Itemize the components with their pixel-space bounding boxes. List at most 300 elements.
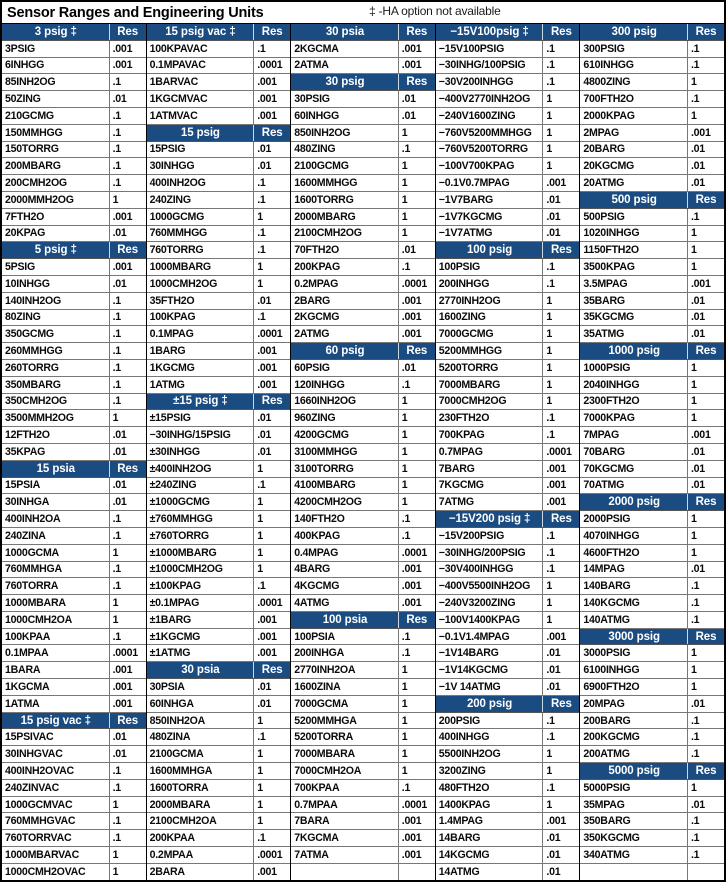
range-cell: 5500INH2OG: [436, 746, 544, 762]
res-cell: 1: [546, 395, 553, 408]
res-cell: 1: [401, 395, 408, 408]
table-row: [291, 41, 435, 58]
range-cell: 0.2MPAG: [291, 276, 399, 292]
range-cell: ±240ZING: [147, 478, 255, 494]
range-cell: 15PSIA: [2, 478, 110, 494]
table-row: [580, 360, 724, 377]
table-row: [2, 662, 146, 679]
res-cell: 1: [401, 227, 408, 240]
res-cell: 1: [690, 378, 697, 391]
table-row: [2, 125, 146, 142]
range-cell: 3PSIG: [2, 41, 110, 57]
range-cell: 1000MBARVAC: [2, 847, 110, 863]
table-row: [2, 394, 146, 411]
res-cell: .001: [690, 429, 711, 442]
res-cell: 1: [401, 496, 408, 509]
res-cell: .0001: [257, 596, 283, 609]
table-row: [436, 629, 580, 646]
range-cell: −1V7KGCMG: [436, 209, 544, 225]
range-cell: 960ZING: [291, 410, 399, 426]
range-cell: 2100GCMG: [291, 158, 399, 174]
res-cell: .01: [112, 277, 127, 290]
range-cell: 14ATMG: [436, 864, 544, 880]
table-row: [2, 343, 146, 360]
table-row: [147, 410, 291, 427]
table-row: [147, 41, 291, 58]
table-row: [2, 763, 146, 780]
res-cell: .1: [546, 781, 555, 794]
section-header-row: [436, 24, 580, 41]
range-cell: 20BARG: [580, 142, 688, 158]
table-row: [580, 276, 724, 293]
res-cell: .1: [401, 261, 411, 274]
range-cell: −0.1V1.4MPAG: [436, 629, 544, 645]
range-cell: 1.4MPAG: [436, 813, 544, 829]
res-cell: .1: [401, 378, 411, 391]
table-row: [2, 847, 146, 864]
range-cell: 30INHGA: [2, 494, 110, 510]
range-cell: 1600MMHGA: [147, 763, 255, 779]
table-row: [147, 377, 291, 394]
res-cell: .001: [112, 261, 133, 274]
res-cell: .1: [112, 109, 121, 122]
res-header-label: Res: [406, 25, 428, 38]
section-header-row: [580, 24, 724, 41]
range-cell: 5200MMHGA: [291, 713, 399, 729]
range-cell: 1600ZINA: [291, 679, 399, 695]
table-row: [147, 326, 291, 343]
table-row: [291, 142, 435, 159]
range-cell: 480ZINA: [147, 729, 255, 745]
range-cell: 5200TORRA: [291, 729, 399, 745]
table-row: [580, 645, 724, 662]
range-cell: 4200GCMG: [291, 427, 399, 443]
res-cell: 1: [546, 378, 553, 391]
range-cell: 20KPAG: [2, 226, 110, 242]
table-row: [436, 545, 580, 562]
range-cell: 4KGCMG: [291, 578, 399, 594]
res-cell: .001: [546, 177, 566, 190]
res-cell: .01: [690, 697, 705, 710]
table-row: [2, 444, 146, 461]
table-row: [2, 410, 146, 427]
res-cell: .1: [112, 529, 121, 542]
res-cell: .01: [690, 445, 705, 458]
range-cell: −400V2770INH2OG: [436, 91, 544, 107]
res-cell: 1: [690, 546, 697, 559]
res-cell: 1: [401, 210, 408, 223]
section-header-row: [436, 242, 580, 259]
res-cell: .001: [257, 361, 277, 374]
range-cell: 70KGCMG: [580, 461, 688, 477]
range-cell: 1000GCMVAC: [2, 797, 110, 813]
section-header-label: 100 psia: [291, 612, 399, 628]
table-row: [436, 444, 580, 461]
res-header-label: Res: [695, 764, 717, 777]
res-cell: .1: [690, 42, 700, 55]
range-column-3: [290, 24, 435, 880]
range-cell: 2770INH2OA: [291, 662, 399, 678]
res-cell: .1: [112, 294, 121, 307]
res-cell: .01: [257, 429, 272, 442]
table-row: [580, 108, 724, 125]
range-cell: 1000MBARG: [147, 259, 255, 275]
range-cell: 400INH2OA: [2, 511, 110, 527]
table-row: [147, 444, 291, 461]
res-cell: 1: [257, 529, 263, 542]
range-cell: 5000PSIG: [580, 780, 688, 796]
section-header-row: [147, 662, 291, 679]
res-cell: .001: [546, 479, 566, 492]
res-cell: 1: [546, 345, 553, 358]
table-row: [147, 293, 291, 310]
res-cell: .01: [112, 93, 127, 106]
section-header-label: −15V100psig ‡: [436, 24, 544, 40]
table-row: [580, 175, 724, 192]
res-cell: .001: [546, 815, 566, 828]
table-row: [291, 209, 435, 226]
range-cell: 340ATMG: [580, 847, 688, 863]
range-cell: 0.2MPAA: [147, 847, 255, 863]
range-cell: ±1000CMH2OG: [147, 562, 255, 578]
res-cell: 1: [690, 227, 697, 240]
table-row: [436, 58, 580, 75]
table-row: [580, 226, 724, 243]
table-row: [291, 780, 435, 797]
range-cell: 35BARG: [580, 293, 688, 309]
range-cell: 3100MMHGG: [291, 444, 399, 460]
table-row: [291, 158, 435, 175]
res-cell: 1: [546, 93, 553, 106]
range-cell: 7ATMA: [291, 847, 399, 863]
table-row: [147, 108, 291, 125]
res-header-label: Res: [695, 345, 717, 358]
res-header-label: Res: [261, 25, 283, 38]
res-header-label: Res: [406, 613, 428, 626]
res-cell: .1: [401, 630, 411, 643]
section-header-label: 1000 psig: [580, 343, 688, 359]
res-cell: .1: [546, 429, 555, 442]
res-header-label: Res: [550, 513, 572, 525]
res-cell: .01: [546, 210, 561, 223]
range-cell: 2MPAG: [580, 125, 688, 141]
table-row: [2, 511, 146, 528]
res-cell: .001: [546, 496, 566, 509]
table-row: [291, 444, 435, 461]
range-cell: 350KGCMG: [580, 830, 688, 846]
range-cell: −15V100PSIG: [436, 41, 544, 57]
table-row: [147, 242, 291, 259]
range-column-2: [146, 24, 291, 880]
range-cell: 700KPAG: [436, 427, 544, 443]
range-cell: −400V5500INH2OG: [436, 578, 544, 594]
res-cell: .01: [257, 160, 272, 173]
table-row: [436, 175, 580, 192]
range-cell: −240V1600ZING: [436, 108, 544, 124]
table-row: [436, 259, 580, 276]
res-cell: .001: [546, 630, 566, 643]
range-cell: −1V7BARG: [436, 192, 544, 208]
res-cell: .0001: [401, 546, 428, 559]
res-cell: .0001: [401, 798, 428, 811]
section-header-row: [580, 343, 724, 360]
range-cell: 1600TORRA: [147, 780, 255, 796]
section-header-row: [2, 713, 146, 730]
range-cell: 5PSIG: [2, 259, 110, 275]
res-cell: 1: [257, 546, 263, 559]
range-cell: 480ZING: [291, 142, 399, 158]
range-cell: 2770INH2OG: [436, 293, 544, 309]
res-cell: 1: [112, 412, 119, 425]
range-cell: −1V7ATMG: [436, 226, 544, 242]
range-cell: 850INH2OG: [291, 125, 399, 141]
table-row: [291, 545, 435, 562]
table-row: [2, 360, 146, 377]
table-row: [2, 310, 146, 327]
range-cell: −100V1400KPAG: [436, 612, 544, 628]
res-cell: .1: [257, 731, 266, 744]
table-row: [147, 343, 291, 360]
res-cell: .1: [257, 244, 266, 257]
res-cell: 1: [401, 193, 408, 206]
table-row: [291, 91, 435, 108]
range-cell: 30PSIA: [147, 679, 255, 695]
res-cell: .001: [112, 680, 133, 693]
table-row: [2, 91, 146, 108]
range-cell: 0.1MPAA: [2, 645, 110, 661]
range-cell: −30INHG/15PSIG: [147, 427, 255, 443]
table-row: [580, 158, 724, 175]
table-row: [291, 629, 435, 646]
table-row: [147, 461, 291, 478]
range-cell: −30INHG/200PSIG: [436, 545, 544, 561]
table-row: [147, 310, 291, 327]
range-cell: 7MPAG: [580, 427, 688, 443]
res-cell: .001: [257, 865, 277, 878]
range-cell: 7KGCMA: [291, 830, 399, 846]
range-cell: 7000GCMG: [436, 326, 544, 342]
res-cell: .01: [401, 109, 416, 122]
res-cell: 1: [690, 647, 697, 660]
table-row: [436, 91, 580, 108]
res-cell: 1: [401, 160, 408, 173]
table-row: [2, 797, 146, 814]
res-cell: .0001: [401, 277, 428, 290]
section-header-label: 3000 psig: [580, 629, 688, 645]
table-row: [436, 41, 580, 58]
table-row: [580, 797, 724, 814]
table-row: [291, 360, 435, 377]
section-header-row: [147, 24, 291, 41]
range-cell: 850INH2OA: [147, 713, 255, 729]
footnote-ha-option: ‡ -HA option not available: [369, 4, 501, 18]
res-cell: .1: [112, 395, 121, 408]
table-row: [147, 360, 291, 377]
range-cell: ±15PSIG: [147, 410, 255, 426]
range-cell: 1KGCMG: [147, 360, 255, 376]
res-cell: .1: [546, 529, 555, 542]
range-cell: 350GCMG: [2, 326, 110, 342]
res-cell: .1: [112, 76, 121, 89]
range-cell: 760TORRG: [147, 242, 255, 258]
res-header-label: Res: [261, 126, 283, 139]
range-cell: 350CMH2OG: [2, 394, 110, 410]
res-cell: .01: [401, 361, 416, 374]
res-cell: .1: [112, 361, 121, 374]
table-row: [2, 813, 146, 830]
table-row: [580, 125, 724, 142]
res-cell: .1: [690, 613, 700, 626]
table-row: [291, 326, 435, 343]
res-header-label: Res: [550, 697, 572, 710]
range-cell: −1V 14ATMG: [436, 679, 544, 695]
range-cell: 14MPAG: [580, 562, 688, 578]
range-cell: 60INHGG: [291, 108, 399, 124]
section-header-row: [291, 74, 435, 91]
range-cell: 0.4MPAG: [291, 545, 399, 561]
table-row: [291, 461, 435, 478]
res-cell: .1: [546, 563, 555, 576]
table-row: [147, 864, 291, 880]
res-cell: 1: [546, 748, 553, 761]
range-cell: ±1ATMG: [147, 645, 255, 661]
res-cell: .01: [690, 479, 705, 492]
section-header-row: [580, 494, 724, 511]
res-cell: .01: [690, 143, 705, 156]
res-cell: 1: [546, 311, 553, 324]
res-cell: 1: [257, 764, 263, 777]
table-row: [580, 142, 724, 159]
res-cell: 1: [257, 781, 263, 794]
res-header-label: Res: [117, 462, 138, 475]
range-cell: 15PSIG: [147, 142, 255, 158]
res-header-label: Res: [695, 630, 717, 643]
range-column-1: [2, 24, 146, 880]
range-cell: −100V700KPAG: [436, 158, 544, 174]
table-row: [291, 713, 435, 730]
res-cell: .01: [690, 177, 705, 190]
table-row: [2, 41, 146, 58]
range-cell: 200ATMG: [580, 746, 688, 762]
table-row: [291, 58, 435, 75]
table-row: [2, 276, 146, 293]
range-cell: 200KGCMG: [580, 729, 688, 745]
table-row: [291, 763, 435, 780]
res-cell: .1: [112, 345, 121, 358]
table-row: [436, 461, 580, 478]
range-cell: 1000CMH2OVAC: [2, 864, 110, 880]
table-row: [2, 142, 146, 159]
res-cell: .01: [257, 294, 272, 307]
table-row: [147, 729, 291, 746]
table-row: [291, 377, 435, 394]
range-cell: 200CMH2OG: [2, 175, 110, 191]
res-cell: 1: [257, 714, 263, 727]
res-cell: 1: [690, 395, 697, 408]
section-header-label: 500 psig: [580, 192, 688, 208]
range-cell: 200INHGG: [436, 276, 544, 292]
table-row: [2, 175, 146, 192]
res-cell: .1: [112, 328, 121, 341]
res-cell: .1: [112, 143, 121, 156]
section-header-row: [580, 763, 724, 780]
section-header-label: 200 psig: [436, 696, 544, 712]
res-cell: 1: [401, 748, 408, 761]
res-cell: .001: [401, 832, 422, 845]
table-row: [580, 578, 724, 595]
range-cell: 150MMHGG: [2, 125, 110, 141]
res-cell: 1: [257, 563, 263, 576]
range-cell: 760TORRVAC: [2, 830, 110, 846]
res-cell: .1: [546, 277, 555, 290]
table-row: [580, 562, 724, 579]
table-row: [147, 847, 291, 864]
table-row: [436, 763, 580, 780]
range-cell: 150TORRG: [2, 142, 110, 158]
range-cell: 140INH2OG: [2, 293, 110, 309]
range-cell: 350BARG: [580, 813, 688, 829]
res-cell: 1: [112, 596, 119, 609]
table-row: [436, 578, 580, 595]
range-cell: 4600FTH2O: [580, 545, 688, 561]
table-row: [147, 696, 291, 713]
range-cell: 4800ZING: [580, 74, 688, 90]
res-cell: 1: [257, 496, 263, 509]
range-cell: 1400KPAG: [436, 797, 544, 813]
res-cell: .01: [112, 731, 127, 744]
res-cell: 1: [401, 429, 408, 442]
table-row: [436, 394, 580, 411]
range-cell: 140BARG: [580, 578, 688, 594]
range-cell: 240ZINA: [2, 528, 110, 544]
res-cell: .01: [546, 664, 561, 677]
res-cell: 1: [401, 412, 408, 425]
range-cell: 300PSIG: [580, 41, 688, 57]
table-row: [436, 713, 580, 730]
table-row: [291, 242, 435, 259]
table-row: [147, 511, 291, 528]
res-cell: .1: [112, 177, 121, 190]
table-row: [291, 192, 435, 209]
range-cell: 2000MBARA: [147, 797, 255, 813]
empty-row: [291, 864, 435, 880]
range-cell: −15V200PSIG: [436, 528, 544, 544]
range-cell: 2040INHGG: [580, 377, 688, 393]
range-cell: 35ATMG: [580, 326, 688, 342]
table-row: [436, 813, 580, 830]
table-row: [436, 192, 580, 209]
range-cell: 7FTH2O: [2, 209, 110, 225]
table-row: [436, 528, 580, 545]
range-cell: 4BARG: [291, 562, 399, 578]
range-cell: 200INHGA: [291, 645, 399, 661]
table-row: [2, 679, 146, 696]
res-cell: .1: [546, 59, 555, 72]
res-header-label: Res: [550, 244, 572, 257]
table-row: [291, 427, 435, 444]
table-row: [436, 142, 580, 159]
res-header-label: Res: [695, 25, 717, 38]
res-cell: 1: [112, 865, 119, 878]
table-row: [580, 545, 724, 562]
range-cell: 1000MBARA: [2, 595, 110, 611]
range-cell: 4100MBARG: [291, 478, 399, 494]
range-cell: 5200MMHGG: [436, 343, 544, 359]
res-cell: .001: [546, 462, 566, 475]
table-row: [436, 427, 580, 444]
table-row: [436, 209, 580, 226]
table-row: [436, 293, 580, 310]
